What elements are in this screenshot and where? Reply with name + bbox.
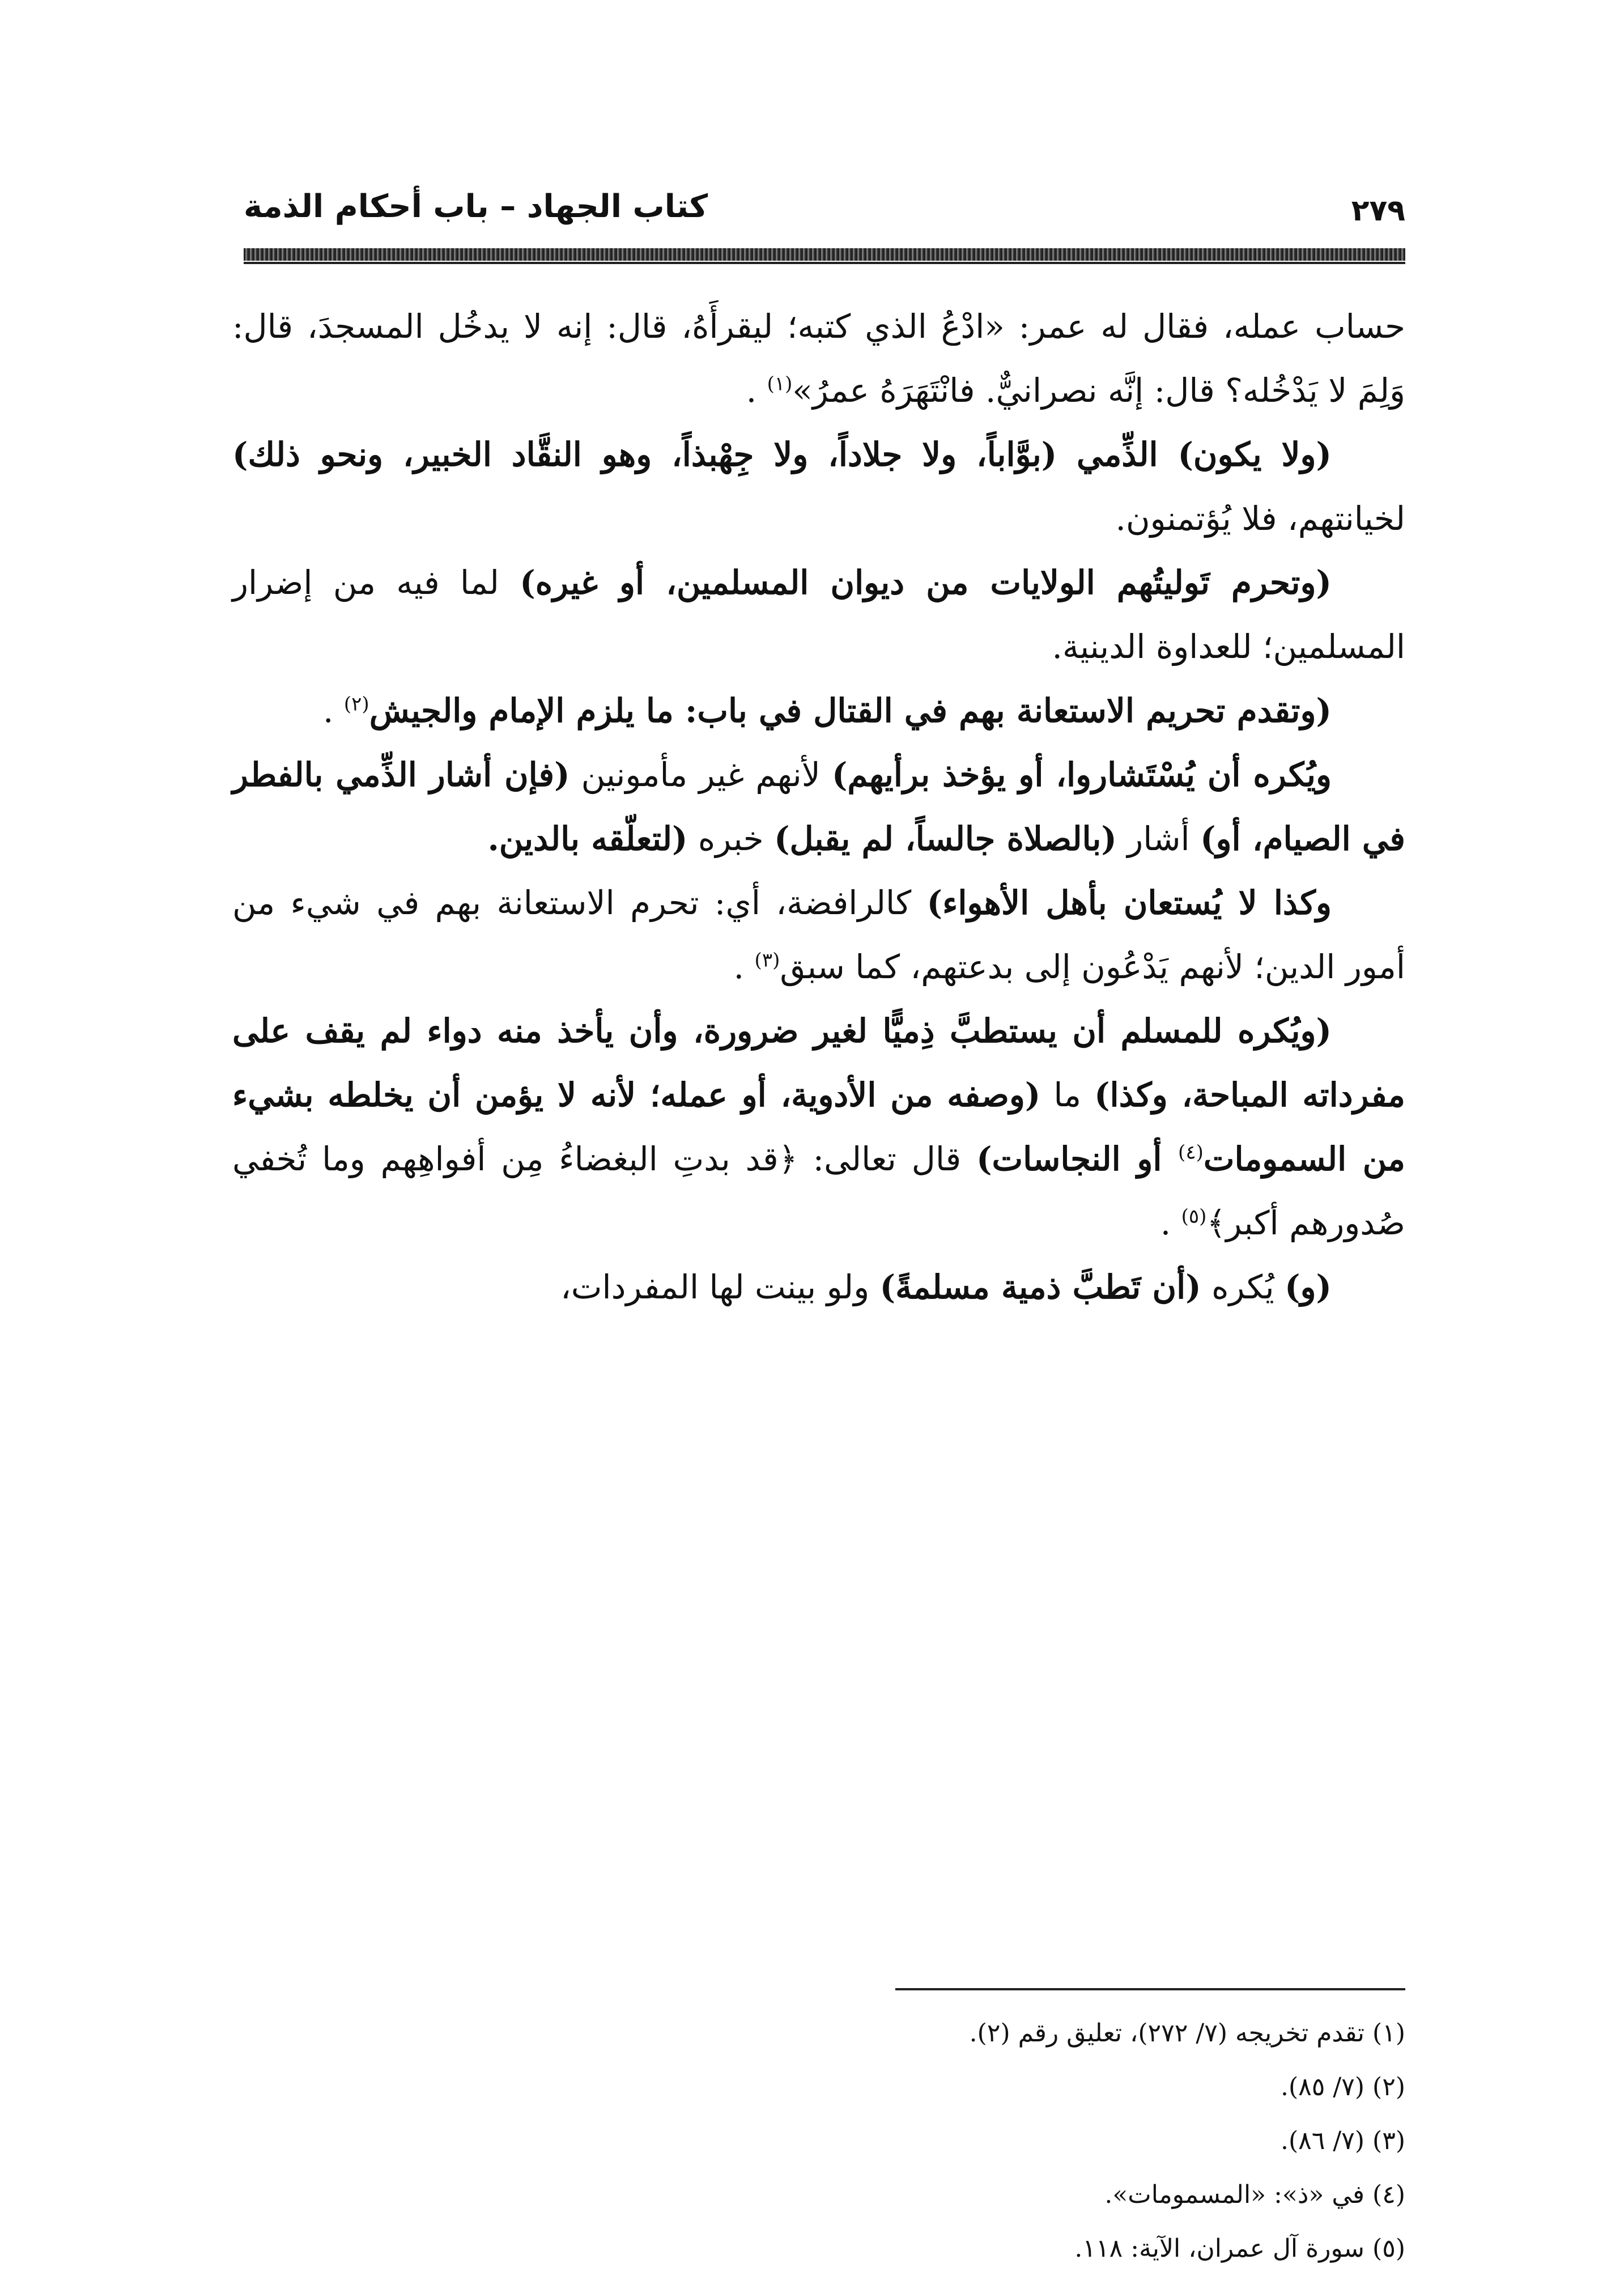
paragraph-2: (ولا يكون) الذِّمي (بوَّاباً، ولا جلاداً، ولا جِهْبذاً، وهو النقَّاد الخبير، ونحو ذلك) لخيانتهم، فلا يُؤتمنون. [232, 435, 1405, 538]
running-header [244, 179, 1405, 241]
footnote-1: (١) تقدم تخريجه (٧/ ٢٧٢)، تعليق رقم (٢). [969, 2019, 1405, 2048]
footnote-3: (٣) (٧/ ٨٦). [1280, 2126, 1405, 2155]
paragraph-5: ويُكره أن يُسْتَشاروا، أو يؤخذ برأيهم) لأنهم غير مأمونين (فإن أشار الذِّمي بالفطر في الصيام، أو) أشار (بالصلاة جالساً، لم يقبل) خبره (لتعلّقه بالدين. [232, 755, 1405, 858]
footnotes [623, 2006, 1405, 2275]
paragraph-6: وكذا لا يُستعان بأهل الأهواء) كالرافضة، أي: تحرم الاستعانة بهم في شيء من أمور الدين؛ لأنهم يَدْعُون إلى بدعتهم، كما سبق$^{(٣)}$ . [232, 884, 1405, 986]
page-number: ٢٧٩ [1351, 194, 1405, 228]
paragraph-8: (و) يُكره (أن تَطبَّ ذمية مسلمةً) ولو بينت لها المفردات، [560, 1268, 1332, 1306]
footnote-4: (٤) في «ذ»: «المسمومات». [1104, 2180, 1405, 2209]
chapter-title: كتاب الجهاد – باب أحكام الذمة [244, 188, 708, 225]
footnote-ref-3: (٣) [754, 949, 780, 972]
main-text [232, 295, 1405, 1319]
paragraph-1: حساب عمله، فقال له عمر: «ادْعُ الذي كتبه؛ ليقرأَهُ، قال: إنه لا يدخُل المسجدَ، قال: وَلِمَ لا يَدْخُله؟ قال: إنَّه نصرانيٌّ. فانْتَهَرَهُ عمرُ»$^{(١)}$ . [232, 307, 1405, 410]
footnote-ref-2: (٢) [343, 693, 369, 716]
footnote-ref-1: (١) [767, 372, 793, 396]
header-rule [244, 248, 1405, 261]
footnote-ref-4: (٤) [1178, 1141, 1204, 1164]
footnote-separator [895, 1988, 1405, 1990]
paragraph-7: (ويُكره للمسلم أن يستطبَّ ذِميًّا لغير ضرورة، وأن يأخذ منه دواء لم يقف على مفرداته المباحة، وكذا) ما (وصفه من الأدوية، أو عمله؛ لأنه لا يؤمن أن يخلطه بشيء من السمومات$^{(٤)}$ أو النجاسات) قال تعالى: ﴿قد بدتِ البغضاءُ مِن أفواهِهم وما تُخفي صُدورهم أكبر﴾$^{(٥)}$ . [232, 1012, 1405, 1242]
footnote-5: (٥) سورة آل عمران، الآية: ١١٨. [1074, 2234, 1405, 2263]
footnote-ref-5: (٥) [1181, 1205, 1207, 1228]
footnote-2: (٢) (٧/ ٨٥). [1280, 2073, 1405, 2101]
paragraph-4: (وتقدم تحريم الاستعانة بهم في القتال في باب: ما يلزم الإمام والجيش$^{(٢)}$ . [323, 691, 1332, 730]
paragraph-3: (وتحرم تَوليتُهم الولايات من ديوان المسلمين، أو غيره) لما فيه من إضرار المسلمين؛ للعداوة الدينية. [232, 563, 1405, 666]
